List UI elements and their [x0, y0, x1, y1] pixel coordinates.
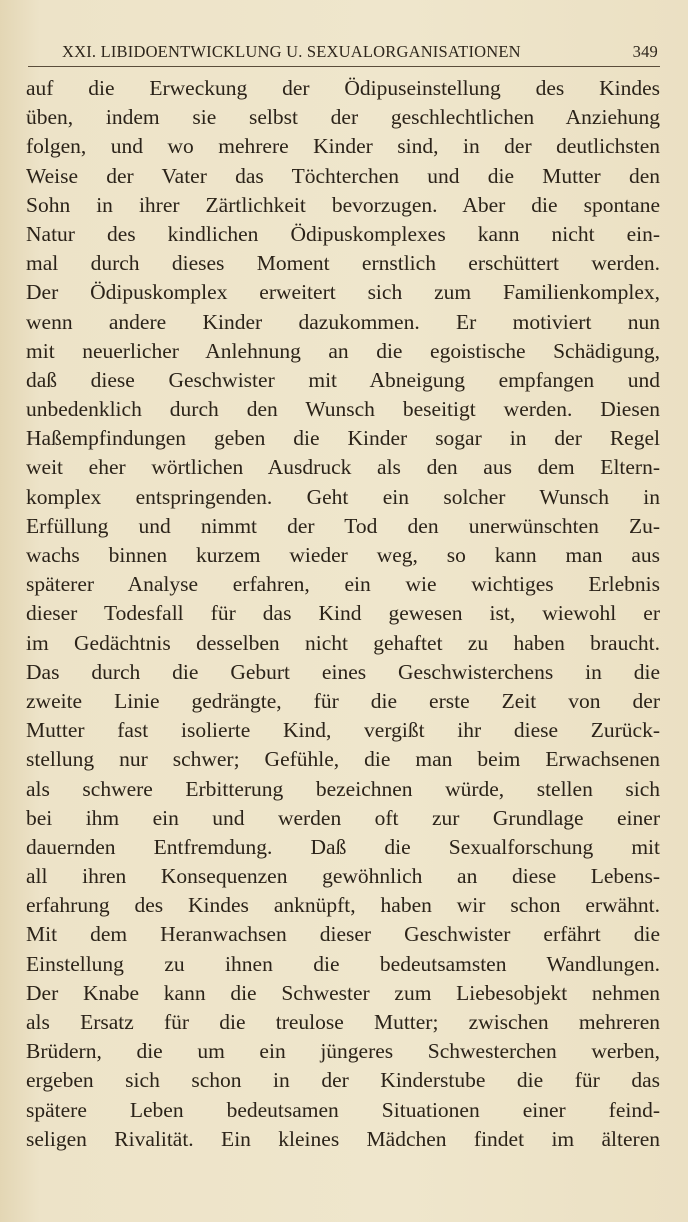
text-line: Mutter fast isolierte Kind, vergißt ihr diese Zurück- [26, 718, 660, 743]
header-rule [28, 66, 660, 67]
text-line: weit eher wörtlichen Ausdruck als den aus dem Eltern- [26, 455, 660, 480]
text-line: seligen Rivalität. Ein kleines Mädchen findet im älteren [26, 1126, 660, 1151]
text-line: späterer Analyse erfahren, ein wie wichtiges Erlebnis [26, 572, 660, 597]
text-line: Der Knabe kann die Schwester zum Liebesobjekt nehmen [26, 980, 660, 1005]
text-line: wachs binnen kurzem wieder weg, so kann man aus [26, 543, 660, 567]
text-line: Brüdern, die um ein jüngeres Schwesterchen werben, [26, 1039, 660, 1064]
text-line: daß diese Geschwister mit Abneigung empfangen und [26, 367, 660, 392]
text-line: bei ihm ein und werden oft zur Grundlage einer [26, 805, 660, 830]
text-line: zweite Linie gedrängte, für die erste Zeit von der [26, 688, 660, 713]
text-line: Haßempfindungen geben die Kinder sogar in der Regel [26, 426, 660, 451]
text-line: stellung nur schwer; Gefühle, die man beim Erwachsenen [26, 747, 660, 772]
text-line: Der Ödipuskomplex erweitert sich zum Familienkomplex, [26, 280, 660, 305]
text-line: dauernden Entfremdung. Daß die Sexualforschung mit [26, 834, 660, 859]
text-line: Sohn in ihrer Zärtlichkeit bevorzugen. Aber die spontane [26, 192, 660, 217]
text-line: als Ersatz für die treulose Mutter; zwischen mehreren [26, 1010, 660, 1034]
text-line: Das durch die Geburt eines Geschwisterchens in die [26, 659, 660, 684]
text-line: ergeben sich schon in der Kinderstube die für das [26, 1068, 660, 1093]
text-line: Einstellung zu ihnen die bedeutsamsten Wandlungen. [26, 951, 660, 976]
page-number: 349 [632, 42, 658, 61]
text-line: spätere Leben bedeutsamen Situationen einer feind- [26, 1097, 660, 1122]
text-line: erfahrung des Kindes anknüpft, haben wir schon erwähnt. [26, 893, 660, 918]
text-line: im Gedächtnis desselben nicht gehaftet zu haben braucht. [26, 630, 660, 655]
text-line: Mit dem Heranwachsen dieser Geschwister erfährt die [26, 922, 660, 947]
text-line: folgen, und wo mehrere Kinder sind, in der deutlichsten [26, 134, 660, 159]
text-line: dieser Todesfall für das Kind gewesen ist, wiewohl er [26, 601, 660, 626]
text-line: Natur des kindlichen Ödipuskomplexes kann nicht ein- [26, 221, 660, 246]
text-line: als schwere Erbitterung bezeichnen würde, stellen sich [26, 776, 660, 801]
running-head [62, 42, 658, 66]
text-line: mit neuerlicher Anlehnung an die egoistische Schädigung, [26, 338, 660, 363]
text-line: all ihren Konsequenzen gewöhnlich an diese Lebens- [26, 864, 660, 889]
text-line: unbedenklich durch den Wunsch beseitigt werden. Diesen [26, 397, 660, 422]
text-line: Erfüllung und nimmt der Tod den unerwünschten Zu- [26, 513, 660, 538]
body-text [26, 74, 660, 1154]
text-line: mal durch dieses Moment ernstlich erschüttert werden. [26, 251, 660, 276]
text-line: komplex entspringenden. Geht ein solcher Wunsch in [26, 484, 660, 509]
text-line: auf die Erweckung der Ödipuseinstellung des Kindes [26, 76, 660, 100]
text-line: Weise der Vater das Töchterchen und die Mutter den [26, 163, 660, 188]
text-line: wenn andere Kinder dazukommen. Er motiviert nun [26, 309, 660, 334]
chapter-title: XXI. LIBIDOENTWICKLUNG U. SEXUALORGANISATIONEN [62, 42, 521, 61]
text-line: üben, indem sie selbst der geschlechtlichen Anziehung [26, 105, 660, 130]
